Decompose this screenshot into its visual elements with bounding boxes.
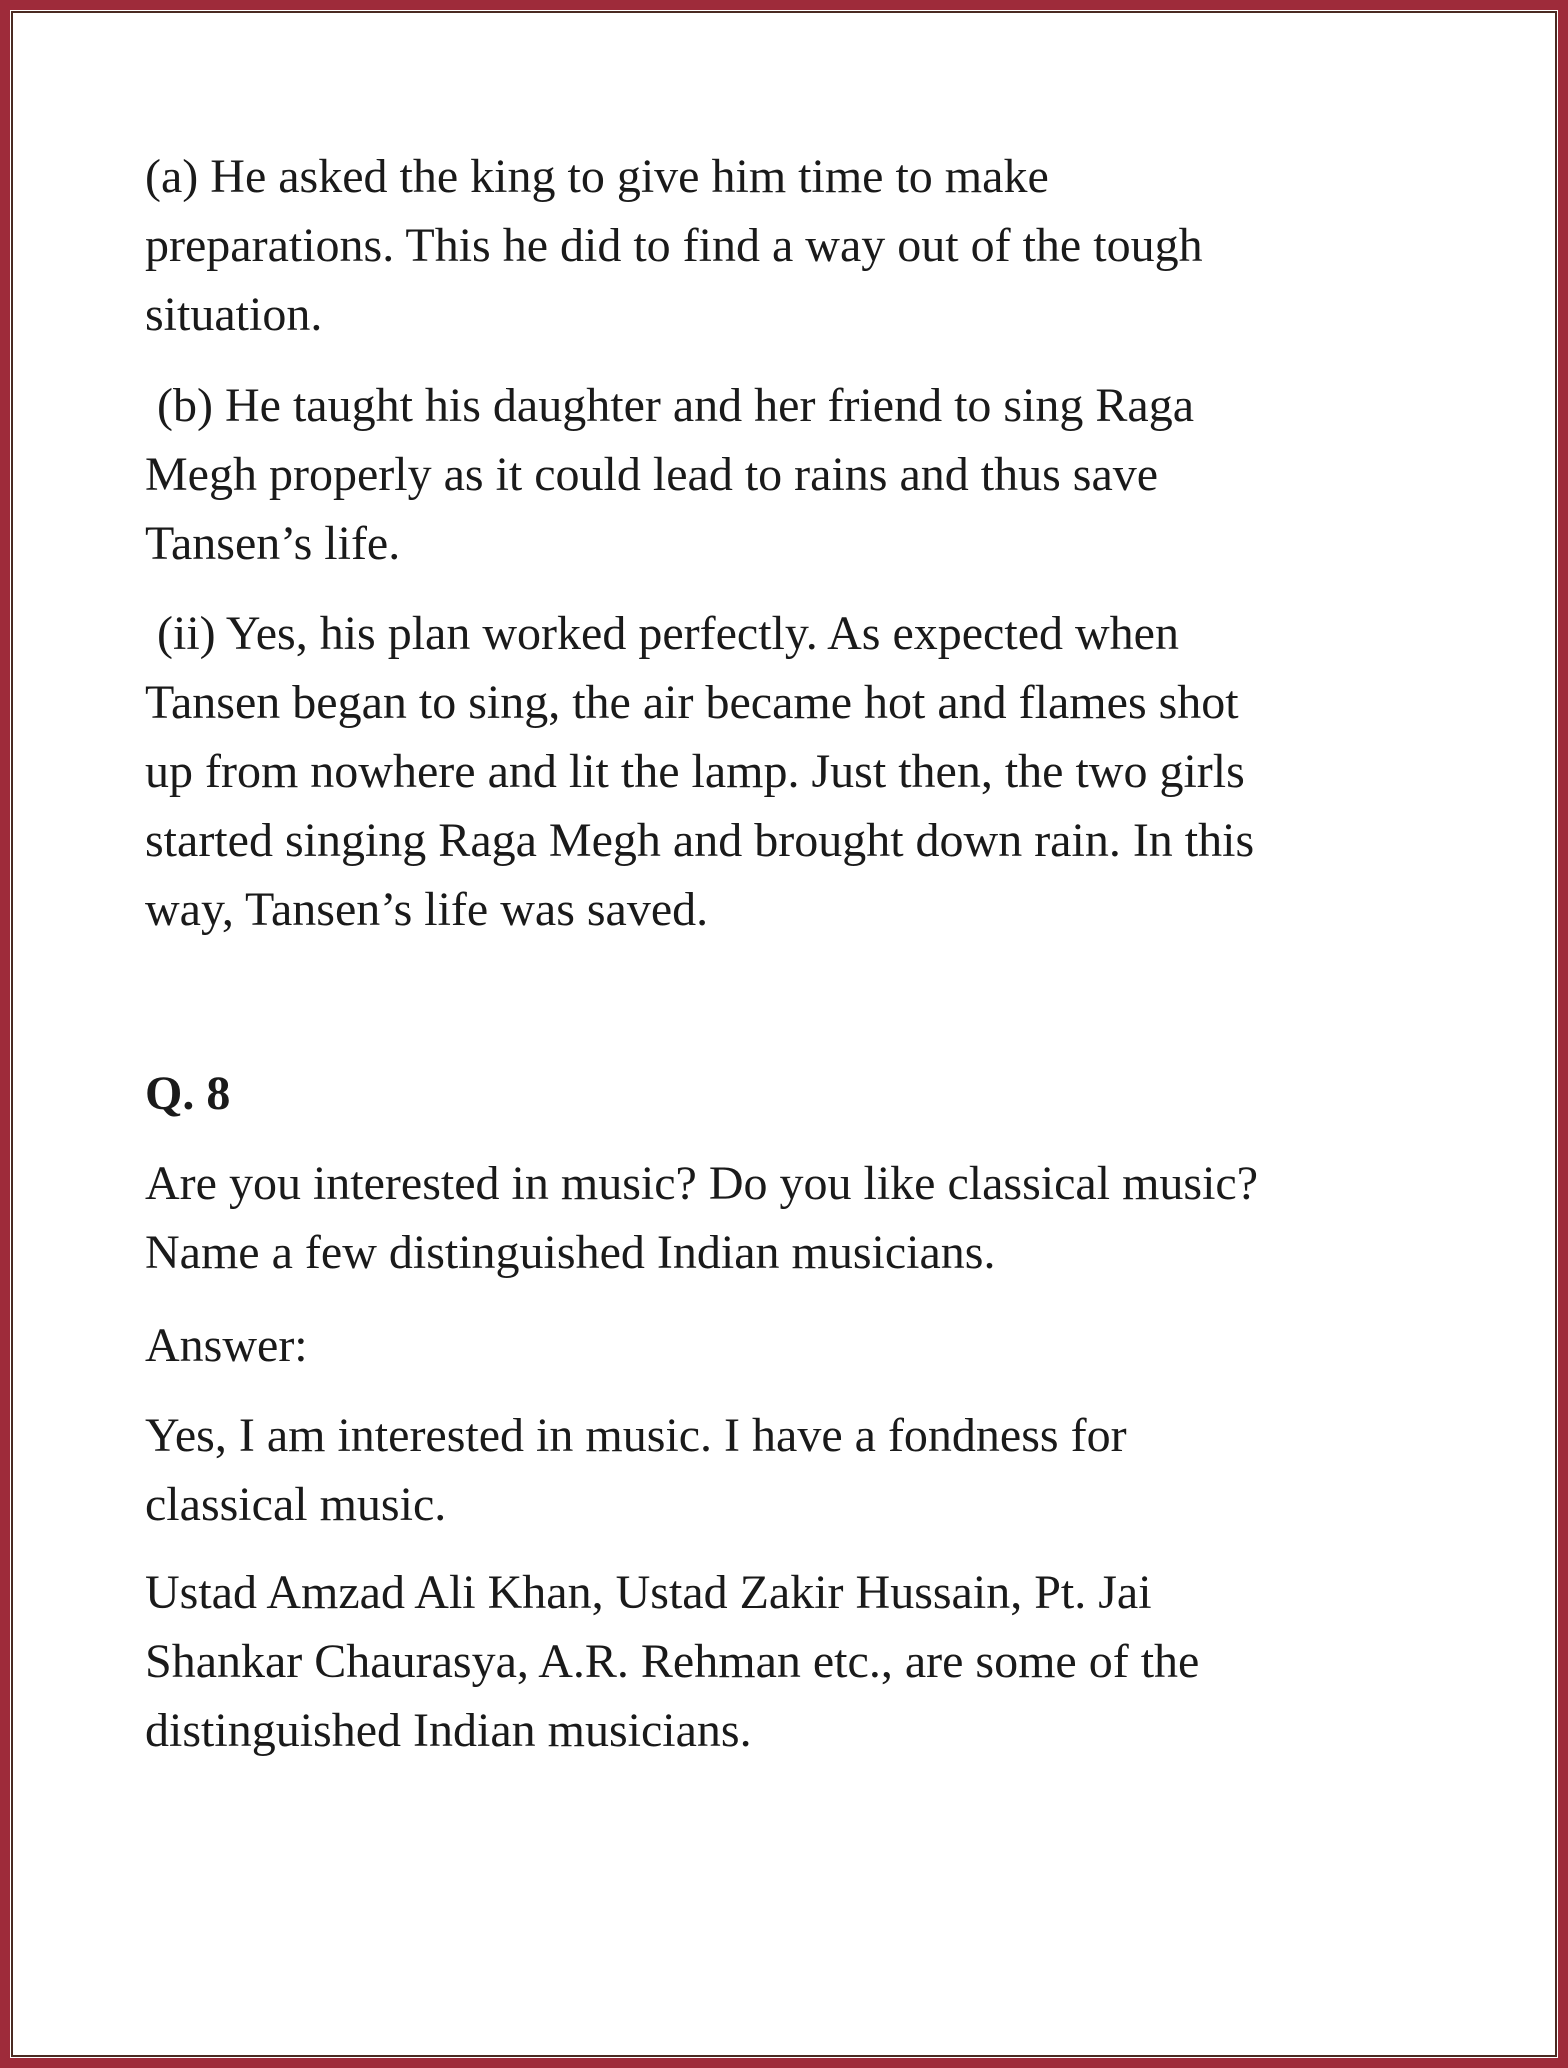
text-line: (ii) Yes, his plan worked perfectly. As expected when xyxy=(145,607,1179,660)
page xyxy=(10,10,1558,2058)
text-line: up from nowhere and lit the lamp. Just then, the two girls xyxy=(145,745,1245,798)
answer-paragraph-1 xyxy=(145,1401,1545,1539)
text-line: Are you interested in music? Do you like classical music? xyxy=(145,1157,1259,1210)
text-line: distinguished Indian musicians. xyxy=(145,1704,752,1757)
text-line: Ustad Amzad Ali Khan, Ustad Zakir Hussain, Pt. Jai xyxy=(145,1566,1152,1619)
text-line: Tansen began to sing, the air became hot and flames shot xyxy=(145,676,1239,729)
question-number-text: Q. 8 xyxy=(145,1067,231,1120)
text-line: classical music. xyxy=(145,1478,447,1531)
text-line: (a) He asked the king to give him time to make xyxy=(145,150,1049,203)
answer-label xyxy=(145,1311,1545,1380)
text-line: way, Tansen’s life was saved. xyxy=(145,883,709,936)
text-line: (b) He taught his daughter and her friend to sing Raga xyxy=(145,379,1195,432)
answer-part-b xyxy=(145,371,1545,578)
text-line: situation. xyxy=(145,288,323,341)
text-line: Name a few distinguished Indian musicians. xyxy=(145,1226,996,1279)
question-number xyxy=(145,1059,1545,1128)
text-line: Tansen’s life. xyxy=(145,517,401,570)
answer-part-ii xyxy=(145,599,1545,944)
question-text xyxy=(145,1149,1545,1287)
answer-part-a xyxy=(145,142,1545,349)
text-line: started singing Raga Megh and brought down rain. In this xyxy=(145,814,1255,867)
answer-label-text: Answer: xyxy=(145,1319,308,1372)
answer-paragraph-2 xyxy=(145,1558,1545,1765)
text-line: preparations. This he did to find a way out of the tough xyxy=(145,219,1203,272)
text-line: Yes, I am interested in music. I have a fondness for xyxy=(145,1409,1127,1462)
text-line: Megh properly as it could lead to rains and thus save xyxy=(145,448,1159,501)
text-line: Shankar Chaurasya, A.R. Rehman etc., are some of the xyxy=(145,1635,1200,1688)
